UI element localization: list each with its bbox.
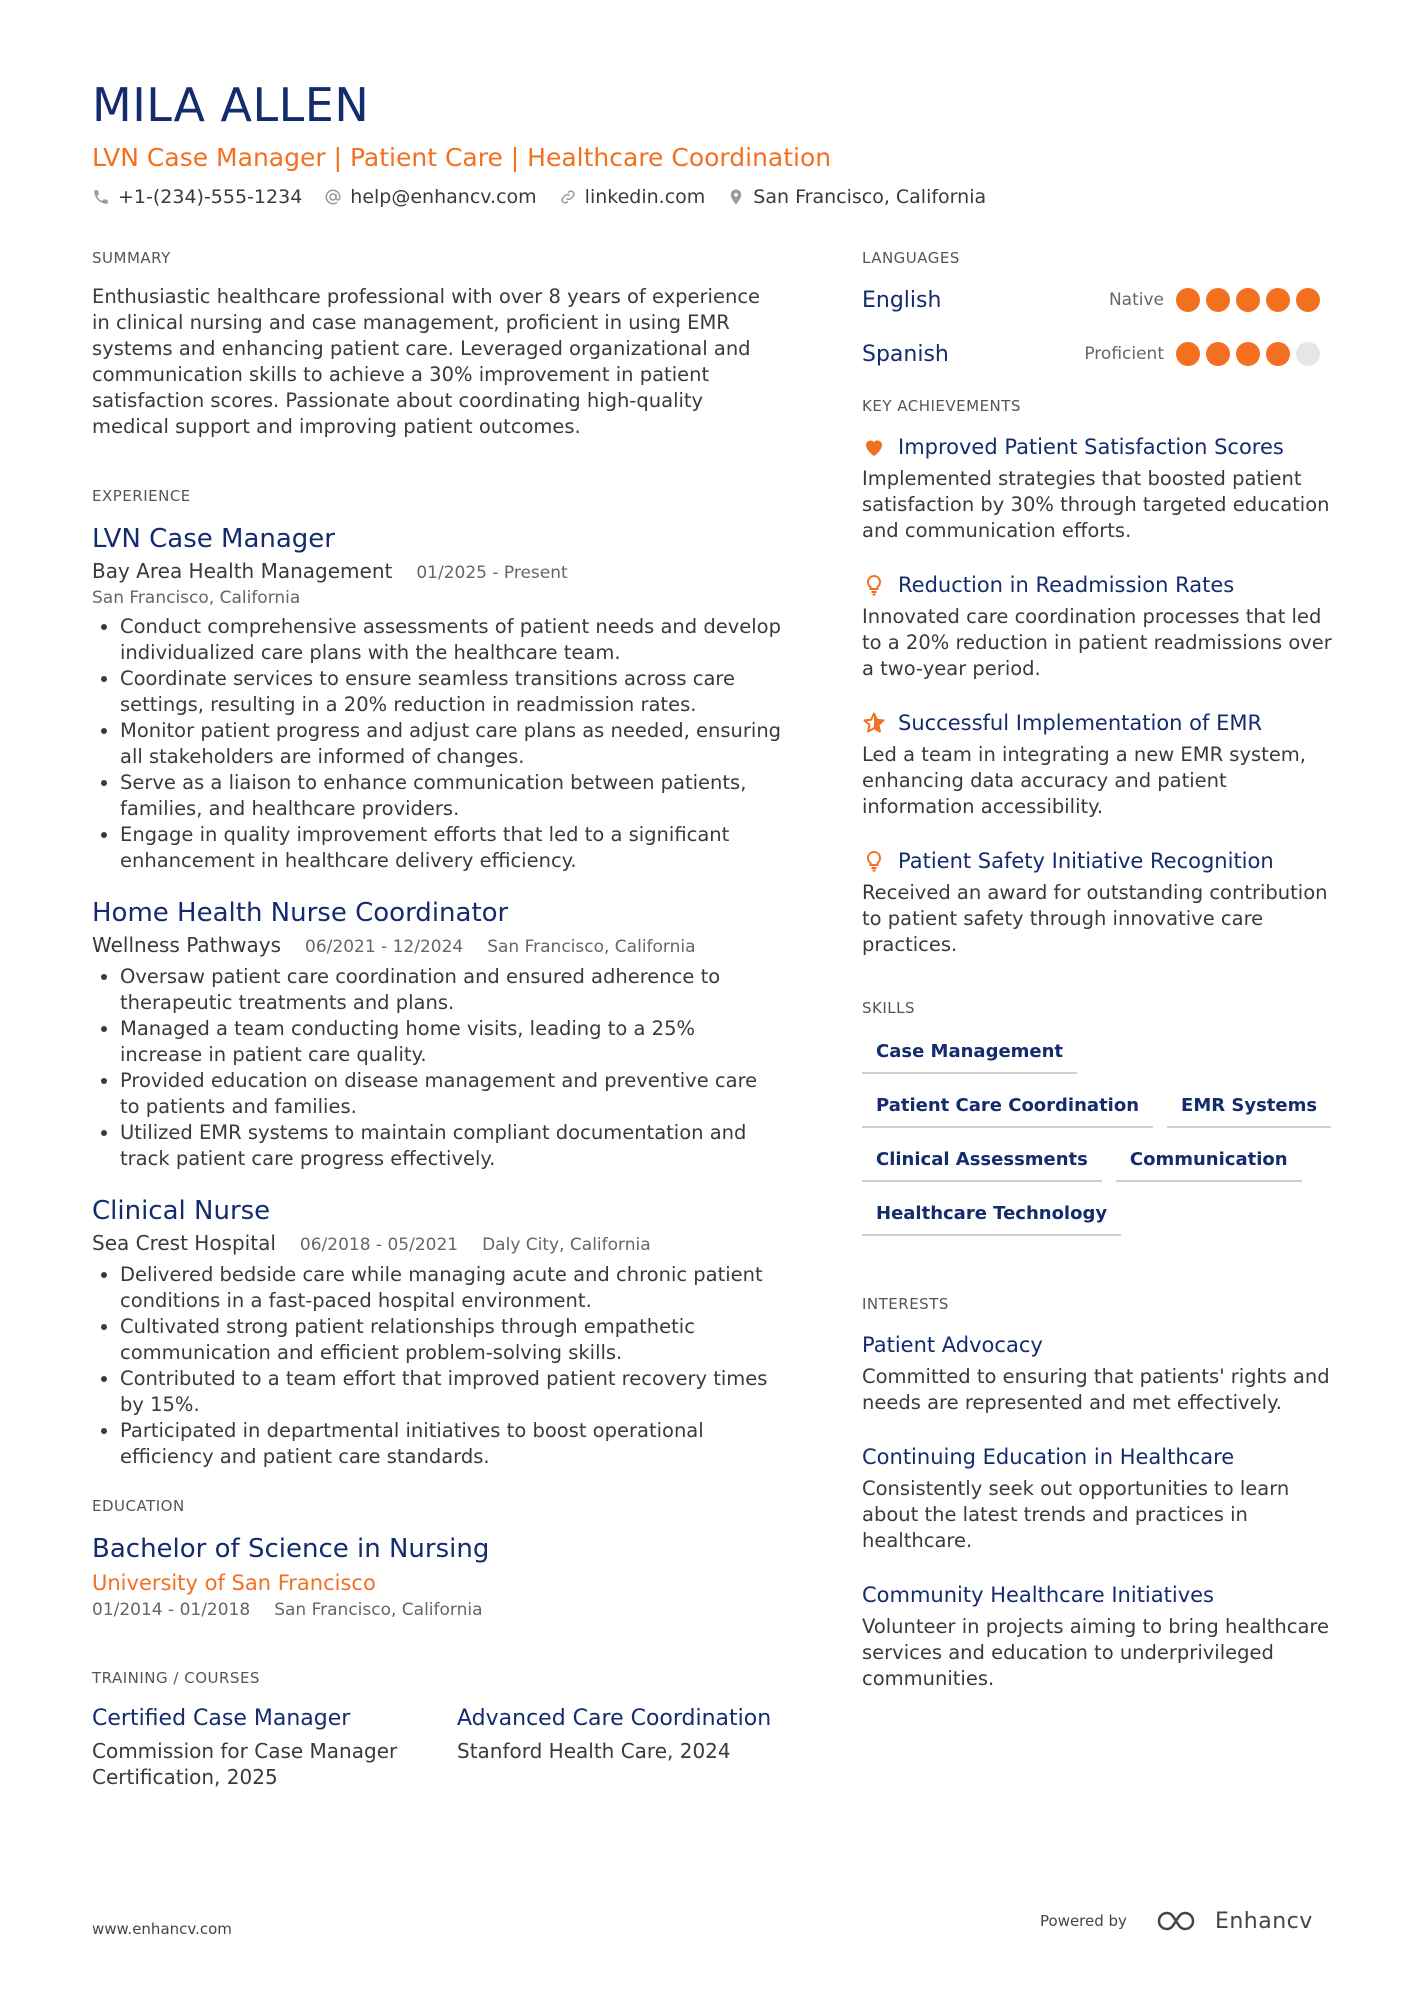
job-bullet: • Serve as a liaison to enhance communication between patients, families, and healthcare providers. <box>120 770 782 822</box>
left-column <box>92 248 782 1790</box>
job-location: San Francisco, California <box>92 588 301 608</box>
location-text: San Francisco, California <box>753 186 987 208</box>
job-meta <box>92 558 782 586</box>
education-dates: 01/2014 - 01/2018 <box>92 1600 251 1620</box>
job-company: Wellness Pathways <box>92 933 282 957</box>
job-bullet: • Engage in quality improvement efforts that led to a significant enhancement in healthcare delivery efficiency. <box>120 822 782 874</box>
interests-heading: INTERESTS <box>862 1295 949 1313</box>
education-meta <box>92 1598 782 1622</box>
language-name: English <box>862 287 942 313</box>
skill-tag: Clinical Assessments <box>862 1142 1102 1182</box>
job-bullet: • Delivered bedside care while managing acute and chronic patient conditions in a fast-paced hospital environment. <box>120 1262 782 1314</box>
language-row <box>862 284 1332 316</box>
job-bullet: • Utilized EMR systems to maintain compliant documentation and track patient care progress effectively. <box>120 1120 782 1172</box>
education-section <box>92 1496 782 1622</box>
job-bullet: • Oversaw patient care coordination and ensured adherence to therapeutic treatments and plans. <box>120 964 782 1016</box>
language-level: Proficient <box>1084 344 1164 364</box>
courses-heading: TRAINING / COURSES <box>92 1669 260 1687</box>
summary-text: Enthusiastic healthcare professional with over 8 years of experience in clinical nursing and case management, proficient in using EMR systems and enhancing patient care. Leveraged organizational and communication skills to achieve a 30% improvement in patient satisfaction scores. Passionate about coordinating high-quality medical support and improving patient outcomes. <box>92 285 761 438</box>
location-pin-icon <box>727 188 745 206</box>
achievements-heading: KEY ACHIEVEMENTS <box>862 397 1021 415</box>
job-dates: 06/2021 - 12/2024 <box>305 937 464 957</box>
achievement-title: Successful Implementation of EMR <box>898 711 1263 735</box>
footer-website[interactable]: www.enhancv.com <box>92 1920 232 1938</box>
lightbulb-icon <box>862 573 886 597</box>
skills-list <box>862 1034 1332 1236</box>
candidate-title: LVN Case Manager | Patient Care | Healthcare Coordination <box>92 143 832 172</box>
experience-heading: EXPERIENCE <box>92 487 191 505</box>
achievement-desc: Led a team in integrating a new EMR system, enhancing data accuracy and patient information accessibility. <box>862 743 1307 818</box>
rating-dot-filled <box>1176 288 1200 312</box>
summary-section <box>92 248 782 440</box>
star-icon <box>862 711 886 735</box>
interest-title: Community Healthcare Initiatives <box>862 1583 1214 1607</box>
achievement-desc: Received an award for outstanding contribution to patient safety through innovative care practices. <box>862 881 1328 956</box>
rating-dot-filled <box>1206 288 1230 312</box>
rating-dot-filled <box>1176 342 1200 366</box>
skill-tag: Healthcare Technology <box>862 1196 1121 1236</box>
job-entry <box>92 1194 782 1470</box>
at-sign-icon <box>324 188 342 206</box>
achievement-item <box>862 708 1332 820</box>
interest-desc: Consistently seek out opportunities to learn about the latest trends and practices in healthcare. <box>862 1477 1290 1552</box>
achievement-item <box>862 432 1332 544</box>
course-desc: Stanford Health Care, 2024 <box>457 1739 731 1763</box>
job-bullet: • Coordinate services to ensure seamless transitions across care settings, resulting in a 20% reduction in readmission rates. <box>120 666 782 718</box>
rating-dot-filled <box>1266 288 1290 312</box>
achievement-head <box>862 432 1332 462</box>
contact-linkedin[interactable] <box>559 184 706 210</box>
skill-tag: EMR Systems <box>1167 1088 1331 1128</box>
skill-tag: Patient Care Coordination <box>862 1088 1153 1128</box>
candidate-name: MILA ALLEN <box>92 78 370 132</box>
footer-branding <box>1040 1908 1313 1934</box>
achievement-title: Reduction in Readmission Rates <box>898 573 1235 597</box>
rating-dot-filled <box>1236 342 1260 366</box>
job-title: LVN Case Manager <box>92 524 335 554</box>
rating-dot-filled <box>1236 288 1260 312</box>
job-dates: 01/2025 - Present <box>416 563 568 583</box>
education-degree: Bachelor of Science in Nursing <box>92 1534 490 1564</box>
course-item <box>92 1704 417 1790</box>
job-bullet: • Contributed to a team effort that improved patient recovery times by 15%. <box>120 1366 782 1418</box>
job-location: Daly City, California <box>482 1235 651 1255</box>
job-meta <box>92 932 782 960</box>
education-school: University of San Francisco <box>92 1571 376 1595</box>
job-company: Bay Area Health Management <box>92 559 393 583</box>
powered-by-label: Powered by <box>1040 1912 1127 1930</box>
achievement-item <box>862 570 1332 682</box>
languages-heading: LANGUAGES <box>862 249 960 267</box>
skill-tag: Communication <box>1116 1142 1302 1182</box>
job-bullet: • Monitor patient progress and adjust care plans as needed, ensuring all stakeholders are informed of changes. <box>120 718 782 770</box>
skills-heading: SKILLS <box>862 999 916 1017</box>
contact-phone <box>92 184 302 210</box>
achievement-head <box>862 846 1332 876</box>
interest-title: Patient Advocacy <box>862 1333 1043 1357</box>
interest-item <box>862 1580 1332 1692</box>
achievement-desc: Innovated care coordination processes that led to a 20% reduction in patient readmissions over a two-year period. <box>862 605 1332 680</box>
language-rating <box>1176 288 1320 312</box>
heart-icon <box>862 435 886 459</box>
course-desc: Commission for Case Manager Certification, 2025 <box>92 1739 398 1789</box>
job-entry <box>92 896 782 1172</box>
job-title: Clinical Nurse <box>92 1196 271 1226</box>
job-bullet: • Cultivated strong patient relationships through empathetic communication and efficient problem-solving skills. <box>120 1314 782 1366</box>
language-rating <box>1176 342 1320 366</box>
phone-icon <box>92 188 110 206</box>
job-entry <box>92 522 782 874</box>
contact-bar <box>92 184 1332 210</box>
interest-desc: Committed to ensuring that patients' rights and needs are represented and met effectively. <box>862 1365 1330 1414</box>
achievement-title: Patient Safety Initiative Recognition <box>898 849 1274 873</box>
achievement-head <box>862 708 1332 738</box>
course-title: Certified Case Manager <box>92 1706 351 1731</box>
job-bullets <box>92 1262 782 1470</box>
course-title: Advanced Care Coordination <box>457 1706 772 1731</box>
rating-dot-filled <box>1206 342 1230 366</box>
course-item <box>457 1704 782 1790</box>
contact-email[interactable] <box>324 184 536 210</box>
job-bullet: • Provided education on disease management and preventive care to patients and families. <box>120 1068 782 1120</box>
linkedin-text[interactable]: linkedin.com <box>584 186 706 208</box>
brand-name[interactable]: Enhancv <box>1214 1908 1313 1934</box>
interest-item <box>862 1442 1332 1554</box>
job-location: San Francisco, California <box>487 937 696 957</box>
education-location: San Francisco, California <box>274 1600 483 1620</box>
languages-section <box>862 248 1332 370</box>
experience-section <box>92 486 782 1470</box>
job-bullet: • Participated in departmental initiatives to boost operational efficiency and patient care standards. <box>120 1418 782 1470</box>
rating-dot-filled <box>1266 342 1290 366</box>
courses-section <box>92 1668 782 1790</box>
achievement-head <box>862 570 1332 600</box>
achievement-item <box>862 846 1332 958</box>
job-bullet: • Managed a team conducting home visits, leading to a 25% increase in patient care quality. <box>120 1016 782 1068</box>
achievement-title: Improved Patient Satisfaction Scores <box>898 435 1284 459</box>
rating-dot-filled <box>1296 288 1320 312</box>
interests-section <box>862 1294 1332 1692</box>
job-bullets <box>92 614 782 874</box>
achievement-desc: Implemented strategies that boosted patient satisfaction by 30% through targeted education and communication efforts. <box>862 467 1330 542</box>
contact-location <box>727 184 986 210</box>
language-name: Spanish <box>862 341 949 367</box>
education-heading: EDUCATION <box>92 1497 185 1515</box>
language-level: Native <box>1108 290 1164 310</box>
link-icon <box>559 188 577 206</box>
skill-tag: Case Management <box>862 1034 1077 1074</box>
enhancv-logo-icon <box>1155 1908 1201 1934</box>
rating-dot-empty <box>1296 342 1320 366</box>
skills-section <box>862 998 1332 1236</box>
interest-desc: Volunteer in projects aiming to bring healthcare services and education to underprivileged communities. <box>862 1615 1329 1690</box>
courses-list <box>92 1704 782 1790</box>
lightbulb-icon <box>862 849 886 873</box>
job-dates: 06/2018 - 05/2021 <box>299 1235 459 1255</box>
language-row <box>862 338 1332 370</box>
job-bullet: • Conduct comprehensive assessments of patient needs and develop individualized care plans with the healthcare team. <box>120 614 782 666</box>
right-column <box>862 248 1332 1718</box>
job-title: Home Health Nurse Coordinator <box>92 898 509 928</box>
job-bullets <box>92 964 782 1172</box>
job-company: Sea Crest Hospital <box>92 1231 276 1255</box>
header <box>92 78 1332 210</box>
achievements-section <box>862 396 1332 958</box>
summary-heading: SUMMARY <box>92 249 171 267</box>
interest-item <box>862 1330 1332 1416</box>
phone-text: +1-(234)-555-1234 <box>118 186 303 208</box>
job-meta <box>92 1230 782 1258</box>
email-text[interactable]: help@enhancv.com <box>350 186 537 208</box>
interest-title: Continuing Education in Healthcare <box>862 1445 1235 1469</box>
